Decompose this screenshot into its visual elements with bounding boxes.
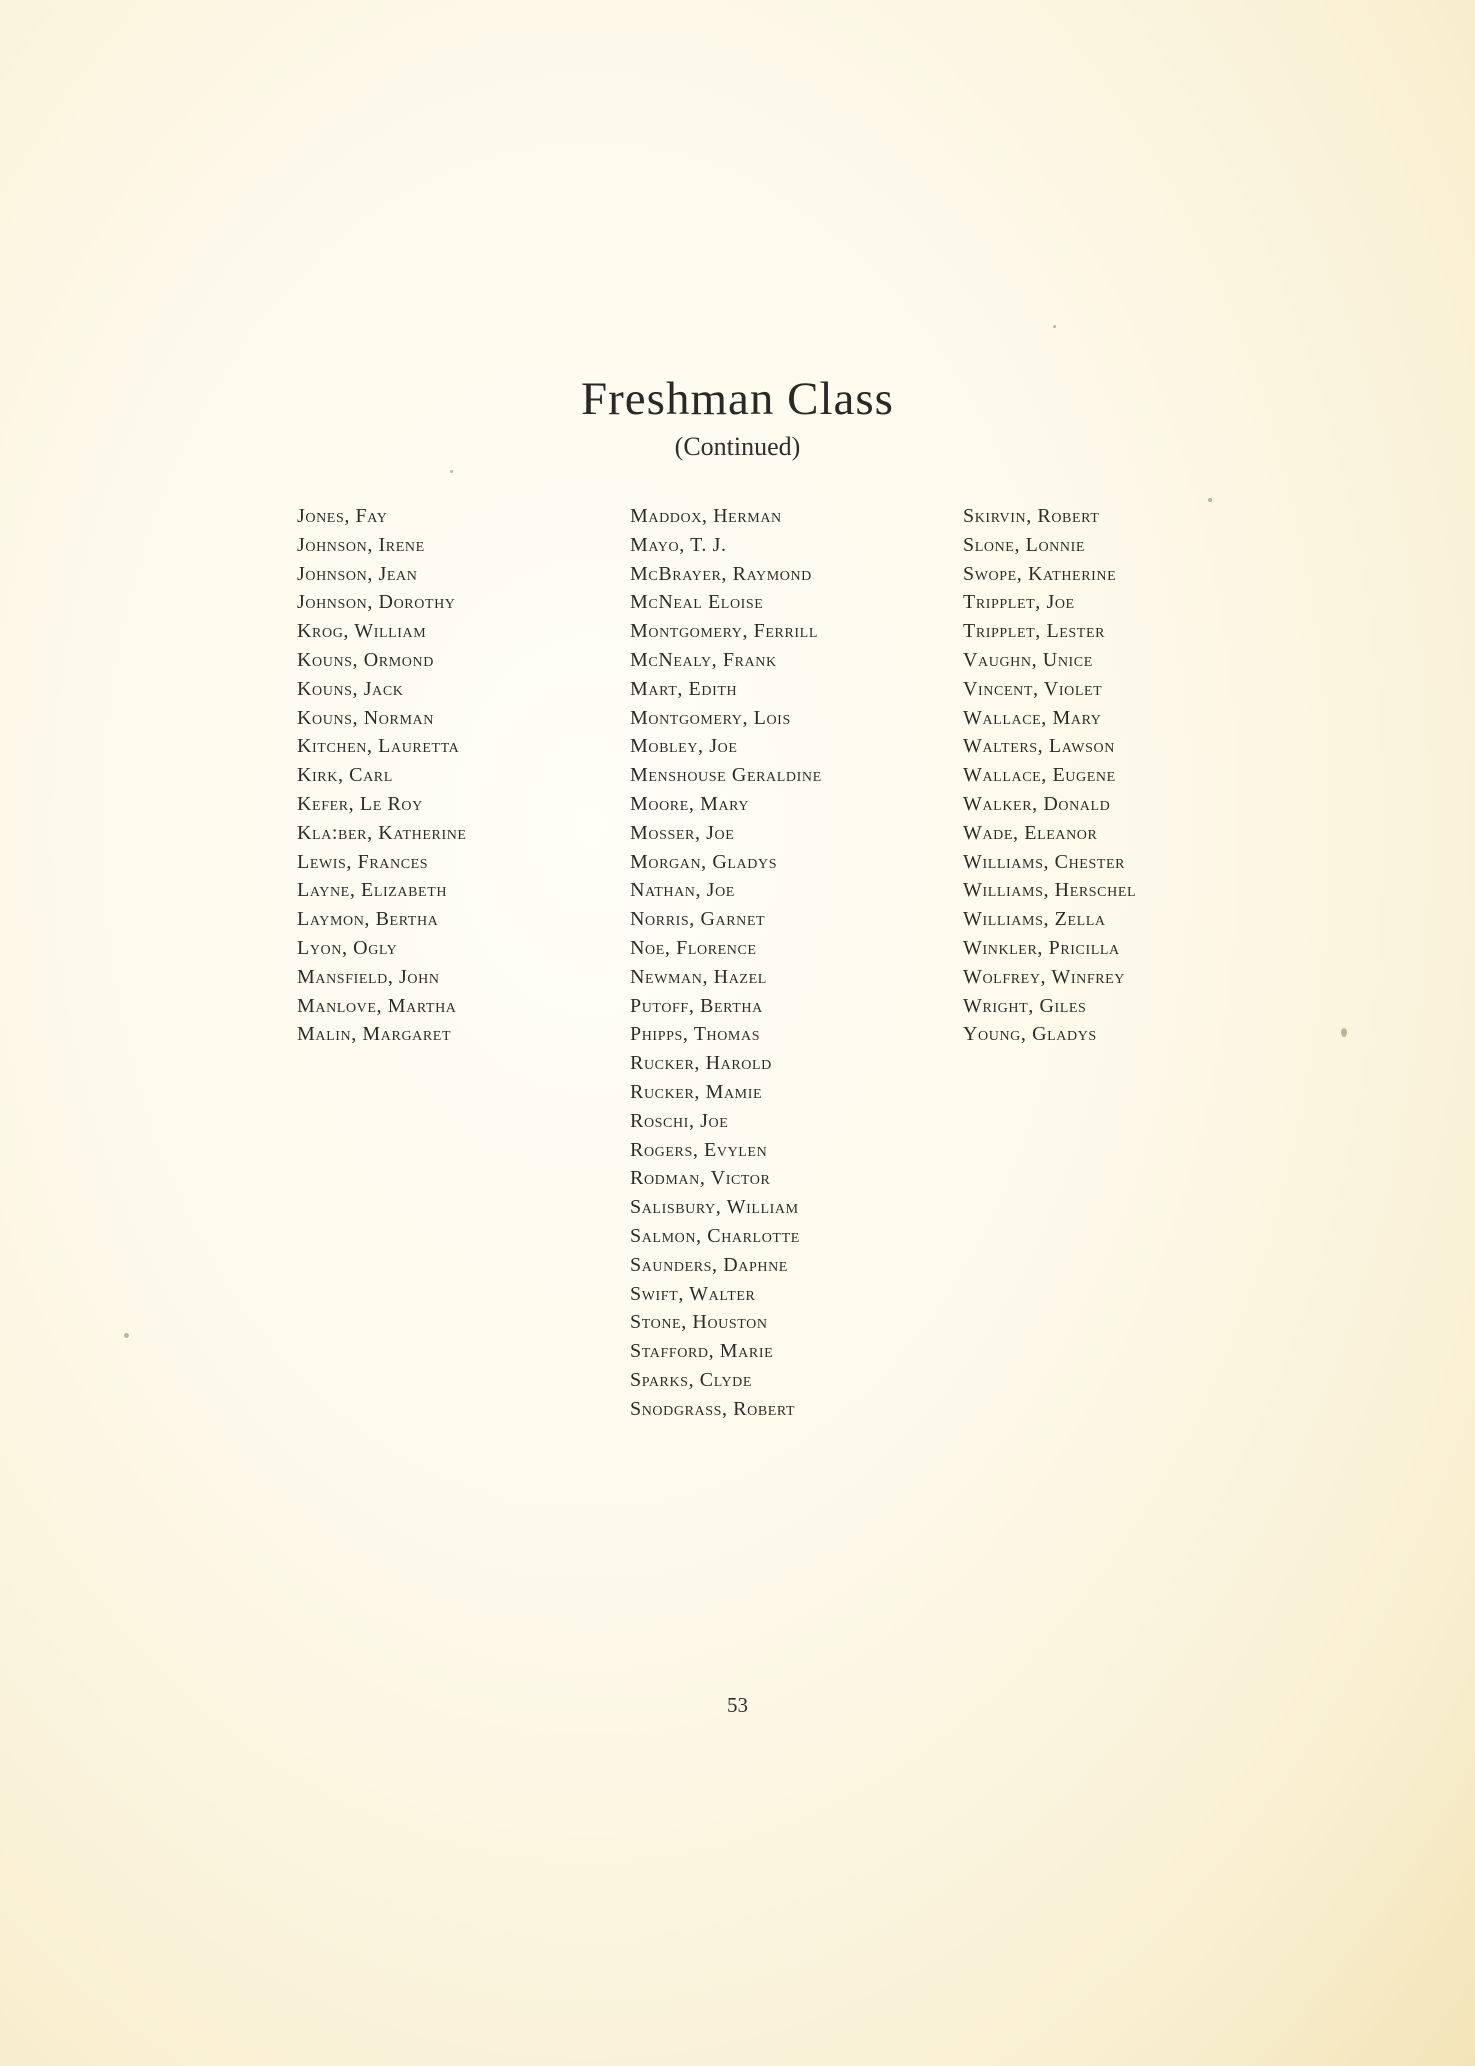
student-name: Mobley, Joe [630, 735, 738, 758]
paper-speck [124, 1333, 129, 1338]
student-name: Wade, Eleanor [963, 821, 1098, 844]
student-name: Maddox, Herman [630, 505, 782, 527]
student-name: Krog, William [297, 620, 427, 643]
student-name: Salmon, Charlotte [630, 1224, 800, 1247]
student-name: Rodman, Victor [630, 1167, 771, 1190]
student-name: Nathan, Joe [630, 879, 735, 902]
student-name: Layne, Elizabeth [297, 879, 448, 902]
name-column-2 [630, 502, 822, 1424]
student-name: Menshouse Geraldine [630, 764, 822, 787]
student-name: Moore, Mary [630, 792, 750, 815]
student-name: Johnson, Jean [297, 562, 418, 585]
student-name: Laymon, Bertha [297, 908, 439, 931]
student-name: Young, Gladys [963, 1023, 1097, 1046]
student-name: Jones, Fay [297, 505, 388, 527]
student-name: Rogers, Evylen [630, 1138, 768, 1161]
student-name: Montgomery, Ferrill [630, 620, 818, 643]
student-name: Kitchen, Lauretta [297, 735, 460, 758]
student-name: Johnson, Dorothy [297, 591, 456, 614]
student-name: Williams, Herschel [963, 879, 1137, 902]
student-name: Rucker, Mamie [630, 1080, 763, 1103]
student-name: McBrayer, Raymond [630, 562, 812, 585]
student-name: Walters, Lawson [963, 735, 1115, 758]
student-name: Vaughn, Unice [963, 648, 1093, 671]
student-name: Swift, Walter [630, 1282, 756, 1305]
student-name: Wallace, Mary [963, 706, 1102, 729]
student-name: McNealy, Frank [630, 648, 777, 671]
paper-speck [450, 470, 453, 473]
student-name: Kouns, Norman [297, 706, 434, 729]
student-name: Tripplet, Lester [963, 620, 1106, 643]
student-name: Wallace, Eugene [963, 764, 1116, 787]
name-column-3 [963, 502, 1136, 1049]
student-name: Morgan, Gladys [630, 850, 778, 873]
student-name: Manlove, Martha [297, 994, 457, 1017]
student-name: Slone, Lonnie [963, 533, 1086, 556]
student-name: Montgomery, Lois [630, 706, 791, 729]
student-name: McNeal Eloise [630, 591, 764, 614]
student-name: Rucker, Harold [630, 1052, 772, 1075]
student-name: Stone, Houston [630, 1311, 768, 1334]
student-name: Kouns, Ormond [297, 648, 434, 671]
student-name: Kirk, Carl [297, 764, 393, 787]
student-name: Mosser, Joe [630, 821, 735, 844]
page-title: Freshman Class [581, 373, 894, 425]
student-name: Norris, Garnet [630, 908, 766, 931]
page-subtitle: (Continued) [674, 432, 801, 461]
student-name: Wright, Giles [963, 994, 1087, 1017]
student-name: Newman, Hazel [630, 965, 767, 988]
student-name: Malin, Margaret [297, 1023, 452, 1046]
student-name: Winkler, Pricilla [963, 936, 1120, 959]
student-name: Stafford, Marie [630, 1340, 774, 1363]
student-name: Snodgrass, Robert [630, 1397, 796, 1420]
student-name: Phipps, Thomas [630, 1023, 761, 1046]
student-name: Mart, Edith [630, 677, 738, 700]
student-name: Kefer, Le Roy [297, 792, 423, 815]
student-name: Saunders, Daphne [630, 1253, 788, 1276]
page-number: 53 [727, 1693, 748, 1717]
student-name: Vincent, Violet [963, 677, 1103, 700]
student-name: Noe, Florence [630, 936, 757, 959]
name-column-1 [297, 502, 467, 1049]
student-name: Swope, Katherine [963, 562, 1117, 585]
student-name: Lewis, Frances [297, 850, 429, 873]
student-name: Kla:ber, Katherine [297, 821, 467, 844]
student-name: Salisbury, William [630, 1196, 799, 1219]
student-name: Sparks, Clyde [630, 1368, 753, 1391]
student-name: Mansfield, John [297, 965, 440, 988]
student-name: Walker, Donald [963, 792, 1111, 815]
paper-speck [1053, 325, 1056, 328]
student-name: Williams, Chester [963, 850, 1126, 873]
student-name: Johnson, Irene [297, 533, 425, 556]
student-name: Mayo, T. J. [630, 533, 727, 556]
paper-speck [1208, 498, 1212, 502]
student-name: Lyon, Ogly [297, 936, 398, 959]
student-name: Skirvin, Robert [963, 505, 1100, 527]
paper-speck [1341, 1028, 1347, 1037]
student-name: Roschi, Joe [630, 1109, 729, 1132]
student-name: Kouns, Jack [297, 677, 404, 700]
student-name: Tripplet, Joe [963, 591, 1075, 614]
student-name: Putoff, Bertha [630, 994, 763, 1017]
student-name: Wolfrey, Winfrey [963, 965, 1125, 988]
student-name: Williams, Zella [963, 908, 1106, 931]
